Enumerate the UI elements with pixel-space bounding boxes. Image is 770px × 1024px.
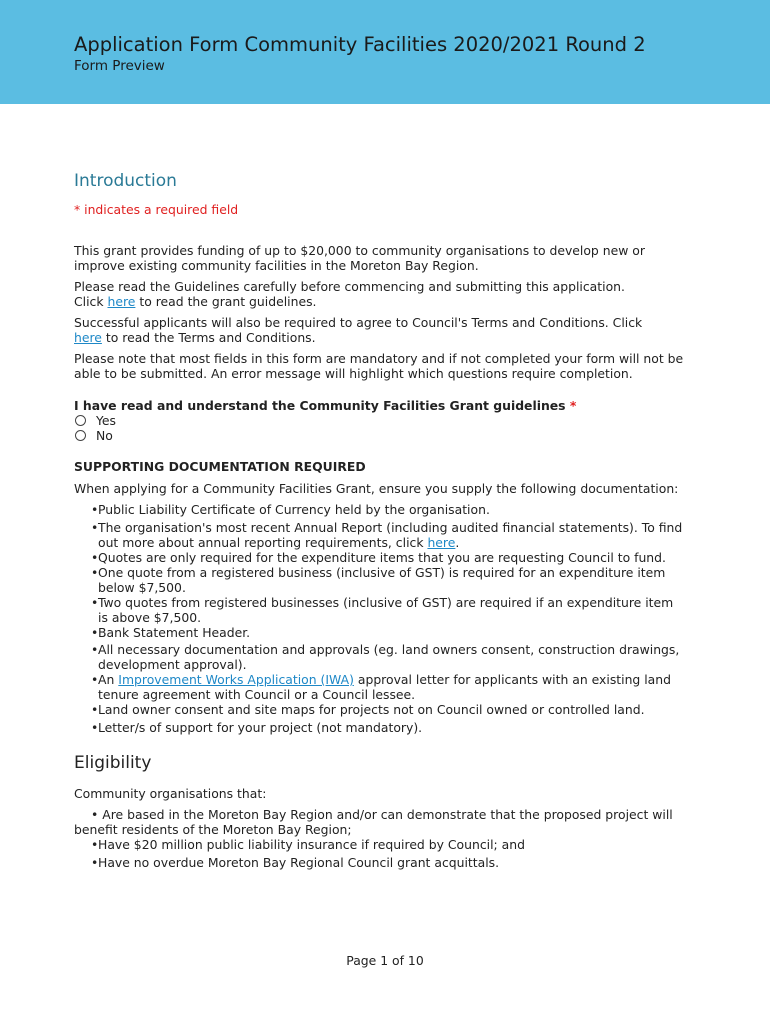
intro-paragraph-guidelines	[74, 279, 684, 309]
list-item: • The organisation's most recent Annual Report (including audited financial statements). To find out more about annual reporting requirements, click here.	[91, 520, 683, 550]
supporting-docs-lead: When applying for a Community Facilities Grant, ensure you supply the following documentation:	[74, 481, 679, 496]
list-item: • All necessary documentation and approvals (eg. land owners consent, construction drawings, development approval).	[91, 642, 680, 672]
eligibility-heading: Eligibility	[74, 753, 152, 773]
list-item: • Public Liability Certificate of Currency held by the organisation.	[91, 502, 490, 517]
terms-link[interactable]: here	[74, 330, 102, 345]
form-content	[74, 170, 684, 870]
intro-paragraph-funding: This grant provides funding of up to $20,000 to community organisations to develop new or improve existing community facilities in the Moreton Bay Region.	[74, 243, 645, 273]
radio-option-yes[interactable]	[74, 413, 684, 428]
required-field-note: * indicates a required field	[74, 202, 239, 217]
page-number: Page 1 of 10	[346, 953, 424, 968]
radio-option-no[interactable]	[74, 428, 684, 443]
guidelines-question-label: I have read and understand the Community Facilities Grant guidelines	[74, 398, 566, 413]
form-title: Application Form Community Facilities 2020/2021 Round 2	[74, 33, 646, 56]
guidelines-link[interactable]: here	[107, 294, 136, 309]
list-item: • Two quotes from registered businesses (inclusive of GST) are required if an expenditure item is above $7,500.	[91, 595, 674, 625]
eligibility-list	[74, 807, 684, 870]
list-item: • One quote from a registered business (inclusive of GST) is required for an expenditure item below $7,500.	[91, 565, 666, 595]
list-item: • Have $20 million public liability insurance if required by Council; and	[91, 837, 525, 852]
supporting-docs-list	[74, 502, 684, 735]
radio-no-circle[interactable]	[75, 430, 86, 441]
intro-paragraph-terms	[74, 315, 684, 345]
annual-report-link[interactable]: here	[427, 535, 456, 550]
radio-yes-circle[interactable]	[75, 415, 86, 426]
list-item: • Letter/s of support for your project (not mandatory).	[91, 720, 423, 735]
form-subtitle: Form Preview	[74, 58, 165, 74]
guidelines-question	[74, 398, 684, 413]
terms-rest-text: to read the Terms and Conditions.	[105, 330, 316, 345]
introduction-heading: Introduction	[74, 171, 177, 191]
guidelines-rest-text: to read the grant guidelines.	[139, 294, 317, 309]
list-item: • An Improvement Works Application (IWA) approval letter for applicants with an existing land tenure agreement with Council or a Council lessee.	[91, 672, 671, 702]
list-item: • Are based in the Moreton Bay Region and/or can demonstrate that the proposed project will benefit residents of the Moreton Bay Region;	[74, 807, 673, 837]
list-item: • Quotes are only required for the expenditure items that you are requesting Council to fund.	[91, 550, 666, 565]
terms-text: Successful applicants will also be required to agree to Council's Terms and Conditions. Click	[74, 315, 643, 330]
radio-yes-label: Yes	[96, 413, 117, 428]
radio-no-label: No	[96, 428, 113, 443]
supporting-docs-heading: SUPPORTING DOCUMENTATION REQUIRED	[74, 459, 366, 474]
guidelines-click-text: Click	[74, 294, 104, 309]
form-header	[0, 0, 770, 104]
eligibility-lead: Community organisations that:	[74, 786, 267, 801]
list-item: • Land owner consent and site maps for projects not on Council owned or controlled land.	[91, 702, 645, 717]
intro-paragraph-mandatory: Please note that most fields in this form are mandatory and if not completed your form will not be able to be submitted. An error message will highlight which questions require completion.	[74, 351, 684, 381]
list-item: • Have no overdue Moreton Bay Regional Council grant acquittals.	[91, 855, 500, 870]
guidelines-text: Please read the Guidelines carefully before commencing and submitting this application.	[74, 279, 625, 294]
iwa-link[interactable]: Improvement Works Application (IWA)	[118, 672, 354, 687]
list-item: • Bank Statement Header.	[91, 625, 251, 640]
required-asterisk: *	[569, 398, 577, 413]
